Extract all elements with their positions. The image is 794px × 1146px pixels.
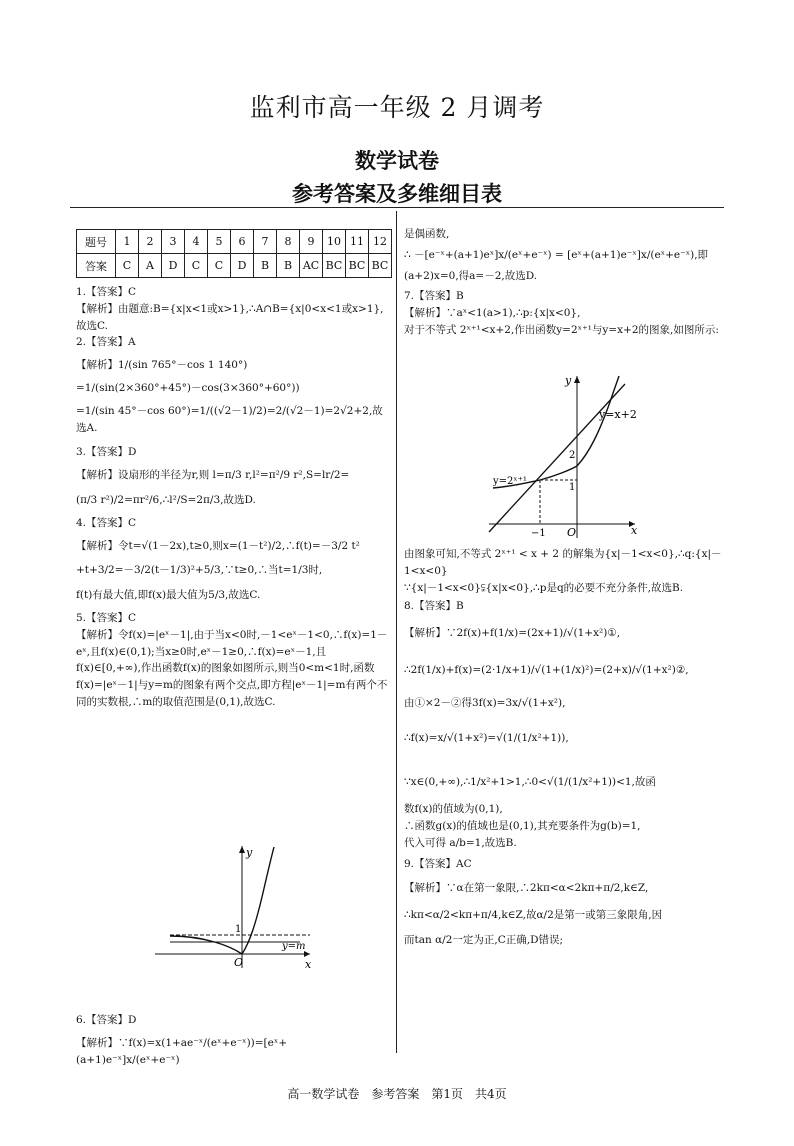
tick-label-y2: 2: [569, 450, 576, 461]
line-label: y=x+2: [599, 408, 637, 421]
q5-answer: 5.【答案】C: [76, 611, 137, 624]
q7-analysis-line2: 对于不等式 2ˣ⁺¹<x+2,作出函数y=2ˣ⁺¹与y=x+2的图象,如图所示:: [404, 323, 719, 336]
q2-analysis-line1: 【解析】1/(sin 765°－cos 1 140°): [76, 359, 248, 372]
q9-analysis-line1: 【解析】∵α在第一象限,∴2kπ<α<2kπ+π/2,k∈Z,: [404, 882, 649, 895]
table-cell: 10: [323, 230, 346, 254]
q2-analysis-line3: =1/(sin 45°－cos 60°)=1/((√2－1)/2)=2/(√2－1)=2√2+2,故选A.: [76, 404, 383, 434]
left-column-bottom: [76, 1012, 390, 1068]
q9-analysis-line3: 而tan α/2一定为正,C正确,D错误;: [404, 933, 564, 946]
q5-analysis: 【解析】令f(x)=|eˣ－1|,由于当x<0时,－1<eˣ－1<0,∴f(x)=1－eˣ,且f(x)∈(0,1);当x≥0时,eˣ－1≥0,∴f(x)=eˣ－1,且f(x)∈[0,+∞),作出函数f(x)的图象如图所示,则当0<m<1时,函数f(x)=|eˣ－1|与y=m的图象有两个交点,即方程|eˣ－1|=m有两个不同的实数根,∴m的取值范围是(0,1),故选C.: [76, 628, 388, 708]
table-cell: 8: [277, 230, 300, 254]
right-column-top: [404, 226, 724, 339]
y-axis-arrow: [239, 846, 245, 853]
table-cell: C: [185, 254, 208, 278]
origin-label: O: [234, 956, 244, 969]
q3-analysis-line1: 【解析】设扇形的半径为r,则 l=π/3 r,l²=π²/9 r²,S=lr/2=: [76, 469, 350, 482]
page-footer: 高一数学试卷 参考答案 第1页 共4页: [287, 1087, 507, 1101]
table-cell: 6: [231, 230, 254, 254]
q9-answer: 9.【答案】AC: [404, 857, 472, 870]
q3-analysis-line2: (π/3 r²)/2=πr²/6,∴l²/S=2π/3,故选D.: [76, 493, 256, 506]
table-cell: 5: [208, 230, 231, 254]
table-header-cell: 答案: [77, 254, 116, 278]
header-rule: [70, 207, 724, 208]
q6-analysis: 【解析】∵f(x)=x(1+ae⁻ˣ/(eˣ+e⁻ˣ))=[eˣ+(a+1)e⁻ˣ]x/(eˣ+e⁻ˣ): [76, 1036, 288, 1066]
column-divider: [396, 211, 397, 1053]
left-column: [76, 284, 390, 711]
curve-abs-exp: [170, 847, 274, 954]
table-cell: 9: [300, 230, 323, 254]
q8-analysis-line3: 由①×2－②得3f(x)=3x/√(1+x²),: [404, 696, 566, 709]
table-cell: 1: [116, 230, 139, 254]
tick-label-1: 1: [235, 924, 242, 935]
table-cell: C: [116, 254, 139, 278]
table-cell: B: [254, 254, 277, 278]
table-cell: 3: [162, 230, 185, 254]
tick-label-x-neg1: −1: [531, 528, 546, 539]
table-cell: D: [231, 254, 254, 278]
x-axis-label: x: [631, 524, 638, 537]
table-cell: 12: [369, 230, 392, 254]
answer-subtitle: 参考答案及多维细目表: [292, 181, 502, 206]
answer-table-answer-row: [77, 254, 392, 278]
q6-cont-line3: (a+2)x=0,得a=－2,故选D.: [404, 269, 538, 282]
line-y-x-plus-2: [489, 384, 625, 532]
table-cell: C: [208, 254, 231, 278]
right-column-mid: [404, 546, 724, 949]
table-cell: 4: [185, 230, 208, 254]
line-label-m: y=m: [282, 941, 306, 952]
tick-label-y1: 1: [569, 482, 576, 493]
q8-analysis-line1: 【解析】∵2f(x)+f(1/x)=(2x+1)/√(1+x²)①,: [404, 627, 621, 640]
q8-analysis-line2: ∴2f(1/x)+f(x)=(2·1/x+1)/√(1+(1/x)²)=(2+x)/√(1+x²)②,: [404, 663, 689, 676]
q1-analysis: 【解析】由题意:B={x|x<1或x>1},∴A∩B={x|0<x<1或x>1},故选C.: [76, 302, 384, 332]
q8-analysis-line6: 数f(x)的值域为(0,1),: [404, 803, 503, 816]
abs-exp-graph: [150, 842, 320, 970]
q7-answer: 7.【答案】B: [404, 290, 464, 303]
table-cell: 11: [346, 230, 369, 254]
q8-analysis-line5: ∵x∈(0,+∞),∴1/x²+1>1,∴0<√(1/(1/x²+1))<1,故函: [404, 776, 656, 789]
q4-answer: 4.【答案】C: [76, 516, 137, 529]
x-axis-label: x: [305, 958, 312, 970]
table-cell: 2: [139, 230, 162, 254]
answer-table-number-row: [77, 230, 392, 254]
exam-title: 监利市高一年级 2 月调考: [249, 93, 545, 122]
curve-label: y=2ˣ⁺¹: [493, 476, 527, 487]
table-cell: D: [162, 254, 185, 278]
q4-analysis-line2: +t+3/2=－3/2(t－1/3)²+5/3,∵t≥0,∴当t=1/3时,: [76, 564, 323, 577]
table-cell: BC: [369, 254, 392, 278]
q4-analysis-line1: 【解析】令t=√(1－2x),t≥0,则x=(1－t²)/2,∴f(t)=－3/2 t²: [76, 539, 360, 552]
origin-label: O: [567, 526, 577, 539]
q7-analysis-line4: ∵{x|－1<x<0}⫋{x|x<0},∴p是q的必要不充分条件,故选B.: [404, 581, 684, 594]
q6-cont-line1: 是偶函数,: [404, 228, 450, 240]
q4-analysis-line3: f(t)有最大值,即f(x)最大值为5/3,故选C.: [76, 589, 261, 602]
q7-analysis-line1: 【解析】∵aˣ<1(a>1),∴p:{x|x<0},: [404, 307, 581, 320]
exp-linear-graph: [485, 372, 645, 540]
q8-answer: 8.【答案】B: [404, 600, 464, 613]
q3-answer: 3.【答案】D: [76, 446, 137, 459]
q6-answer: 6.【答案】D: [76, 1014, 137, 1026]
table-cell: B: [277, 254, 300, 278]
subject-title: 数学试卷: [355, 148, 439, 173]
y-axis-label: y: [246, 846, 253, 859]
table-cell: BC: [323, 254, 346, 278]
table-cell: BC: [346, 254, 369, 278]
y-axis-label: y: [565, 374, 572, 387]
q8-analysis-line8: 代入可得 a/b=1,故选B.: [404, 836, 517, 849]
q7-analysis-line3: 由图象可知,不等式 2ˣ⁺¹ < x + 2 的解集为{x|－1<x<0},∴q:{x|－1<x<0}: [404, 548, 722, 577]
table-cell: 7: [254, 230, 277, 254]
q2-analysis-line2: =1/(sin(2×360°+45°)－cos(3×360°+60°)): [76, 381, 300, 394]
q1-answer: 1.【答案】C: [76, 286, 137, 298]
q2-answer: 2.【答案】A: [76, 336, 136, 349]
y-axis-arrow: [574, 376, 580, 383]
q6-cont-line2: ∴ －[e⁻ˣ+(a+1)eˣ]x/(eˣ+e⁻ˣ) = [eˣ+(a+1)e⁻ˣ]x/(eˣ+e⁻ˣ),即: [404, 248, 709, 261]
curve-exp: [493, 376, 619, 488]
table-cell: AC: [300, 254, 323, 278]
q9-analysis-line2: ∴kπ<α/2<kπ+π/4,k∈Z,故α/2是第一或第三象限角,因: [404, 909, 663, 922]
q8-analysis-line4: ∴f(x)=x/√(1+x²)=√(1/(1/x²+1)),: [404, 731, 569, 744]
table-cell: A: [139, 254, 162, 278]
q8-analysis-line7: ∴函数g(x)的值域也是(0,1),其充要条件为g(b)=1,: [404, 819, 641, 832]
answer-table: [76, 229, 392, 278]
table-header-cell: 题号: [77, 230, 116, 254]
